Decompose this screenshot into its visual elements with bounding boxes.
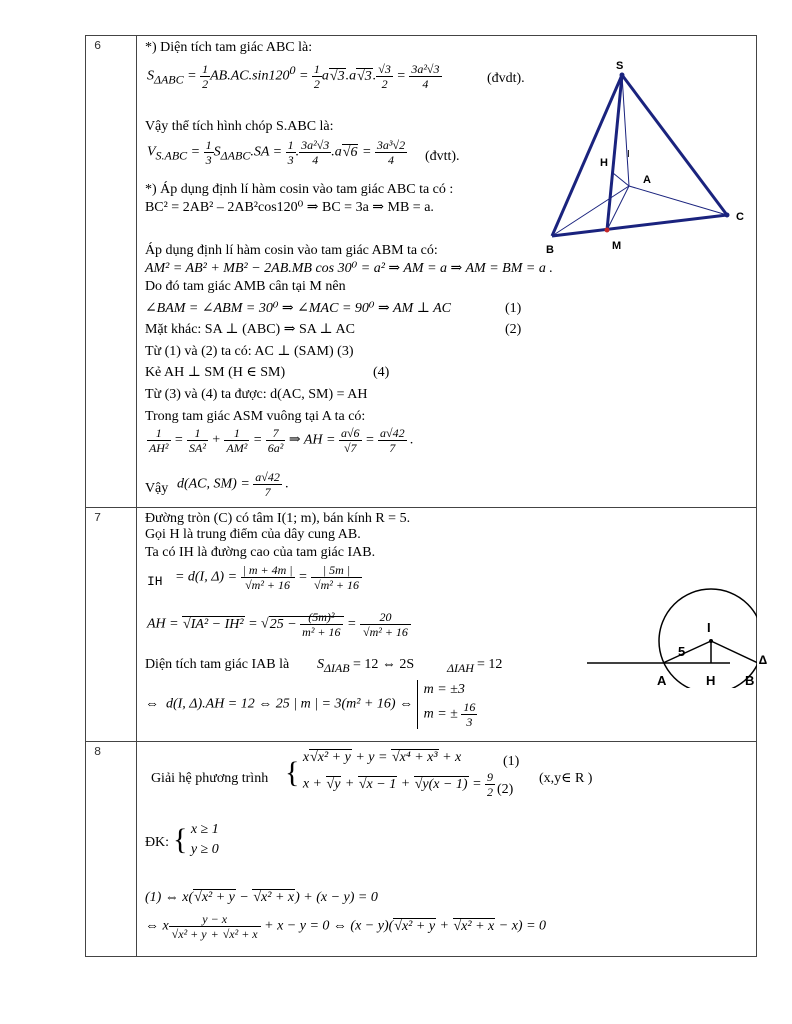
- text-line: Vậy: [144, 481, 169, 496]
- label-b: B: [545, 244, 554, 256]
- circle-figure: [585, 588, 757, 688]
- pyramid-figure: [537, 51, 757, 266]
- text-line: Kẻ AH ⊥ SM (H ∈ SM): [144, 365, 286, 380]
- problem-row-6: [86, 36, 757, 508]
- formula-ih-label: IH: [146, 574, 163, 589]
- formula-area-iah: ΔIAH: [446, 660, 474, 675]
- formula-ah: $\frac{1}{\text{AH²}}$ = $\frac{1}{\text{SA²}}$ + $\frac{1}{\text{AM²}}$ = $\frac{7}{\text{6a²}}$ ⇒ AH = $\frac{a√6}{√7}$ = $\frac{a√42}{7}$ .: [148, 426, 414, 455]
- formula-area-abc: $S_{\Delta ABC}$ = $\frac{1}{2}$ $AB.AC.\sin 120^0$ = $\frac{1}{2}$ a√3.a√3. $\frac{√3}{2}$ = $\frac{\text{3a²√3}}{4}$: [146, 62, 440, 91]
- system-equations: { x√x² + y + y = √x⁴ + x³ + x x + √y + √x − 1 + √y(x − 1) = $\frac{9}{2}$: [284, 750, 494, 799]
- problem-number: 7: [86, 508, 137, 742]
- label-a: A: [642, 174, 651, 186]
- problem-body: [136, 742, 756, 957]
- label-c: C: [735, 211, 744, 223]
- label-i: I: [706, 620, 711, 635]
- formula-step-1: (1) ⇔ x(√x² + y − √x² + x) + (x − y) = 0: [144, 890, 378, 905]
- label-a: A: [656, 673, 667, 688]
- label-s: S: [615, 60, 624, 72]
- label-5: 5: [677, 644, 686, 659]
- problem-row-7: [86, 508, 757, 742]
- label-b: B: [744, 673, 755, 688]
- label-h: H: [599, 157, 608, 169]
- problem-body: [136, 36, 756, 508]
- text-line: Gọi H là trung điểm của dây cung AB.: [144, 527, 361, 542]
- formula-volume: $V_{S.ABC}$ = $\frac{1}{3}$ $S_{\Delta ABC}.SA$ = $\frac{1}{3}$ . $\frac{\text{3a²√3}}{4}$ .a√6 = $\frac{\text{3a³√2}}{4}$: [146, 138, 406, 167]
- text-line: BC² = 2AB² – 2AB²cos120⁰ ⇒ BC = 3a ⇒ MB = a.: [144, 200, 434, 215]
- equation-tag: (2): [496, 782, 514, 797]
- formula-step-2: ⇔ x $\frac{y - x}{\text{√x² + y + √x² + x}}$ + x − y = 0 ⇔ (x − y)(√x² + y + √x² + x − x) = 0: [144, 912, 547, 941]
- text-line: = 12 ⇔ 2S: [352, 657, 415, 672]
- equation-tag: (1): [504, 301, 522, 316]
- text-line: Diện tích tam giác IAB là: [144, 657, 290, 672]
- domain-note: (x,y∈ R ): [538, 771, 593, 786]
- label-i: I: [626, 149, 630, 160]
- label-h: H: [705, 673, 716, 688]
- text-line: *) Diện tích tam giác ABC là:: [144, 40, 313, 55]
- text-line: Vậy thể tích hình chóp S.ABC là:: [144, 119, 334, 134]
- formula-area-iab: $S_{\Delta IAB}$: [316, 657, 350, 675]
- condition-system: { x ≥ 1 y ≥ 0: [172, 822, 219, 857]
- label-delta: Δ: [758, 653, 767, 668]
- equation-tag: (4): [372, 365, 390, 380]
- unit-label: (đvtt).: [424, 149, 460, 164]
- problem-row-8: [86, 742, 757, 957]
- formula-ah: AH = √IA² − IH² = √25 − $\frac{\text{(5m)²}}{\text{m² + 16}}$ = $\frac{20}{\text{√m² + 16}}$: [147, 610, 411, 639]
- text-line: Trong tam giác ASM vuông tại A ta có:: [144, 409, 366, 424]
- text-line: Áp dụng định lí hàm cosin vào tam giác ABM ta có:: [144, 243, 438, 258]
- unit-label: (đvdt).: [486, 71, 525, 86]
- text-line: = 12: [476, 657, 503, 672]
- problem-body: [136, 508, 767, 742]
- text-line: ∠BAM = ∠ABM = 30⁰ ⇒ ∠MAC = 90⁰ ⇒ AM ⊥ AC: [144, 301, 452, 316]
- text-line: Từ (1) và (2) ta có: AC ⊥ (SAM) (3): [144, 344, 354, 359]
- label-m: M: [611, 240, 622, 252]
- equation-tag: (1): [502, 754, 520, 769]
- text-line: Đường tròn (C) có tâm I(1; m), bán kính R = 5.: [144, 511, 411, 526]
- text-line: *) Áp dụng định lí hàm cosin vào tam giác ABC ta có :: [144, 182, 454, 197]
- text-line: Giải hệ phương trình: [150, 771, 269, 786]
- text-line: Do đó tam giác AMB cân tại M nên: [144, 279, 346, 294]
- formula-ih: = d(I, Δ) = $\frac{| m + 4m |}{\text{√m² + 16}}$ = $\frac{| 5m |}{\text{√m² + 16}}$: [175, 563, 362, 592]
- text-line: AM² = AB² + MB² − 2AB.MB cos 30⁰ = a² ⇒ AM = a ⇒ AM = BM = a .: [144, 261, 553, 276]
- formula-distance: d(AC, SM) = $\frac{a√42}{7}$ .: [176, 470, 289, 499]
- text-line: Từ (3) và (4) ta được: d(AC, SM) = AH: [144, 387, 368, 402]
- text-line: Mặt khác: SA ⊥ (ABC) ⇒ SA ⊥ AC: [144, 322, 355, 337]
- text-line: Ta có IH là đường cao của tam giác IAB.: [144, 545, 376, 560]
- equation-tag: (2): [504, 322, 522, 337]
- solution-table: [85, 35, 767, 957]
- problem-number: 8: [86, 742, 137, 957]
- formula-solve-m: ⇔ d(I, Δ).AH = 12 ⇔ 25 | m | = 3(m² + 16) ⇔ m = ±3 m = ± $\frac{16}{3}$: [144, 682, 476, 729]
- text-line: ĐK:: [144, 835, 170, 850]
- problem-number: 6: [86, 36, 137, 508]
